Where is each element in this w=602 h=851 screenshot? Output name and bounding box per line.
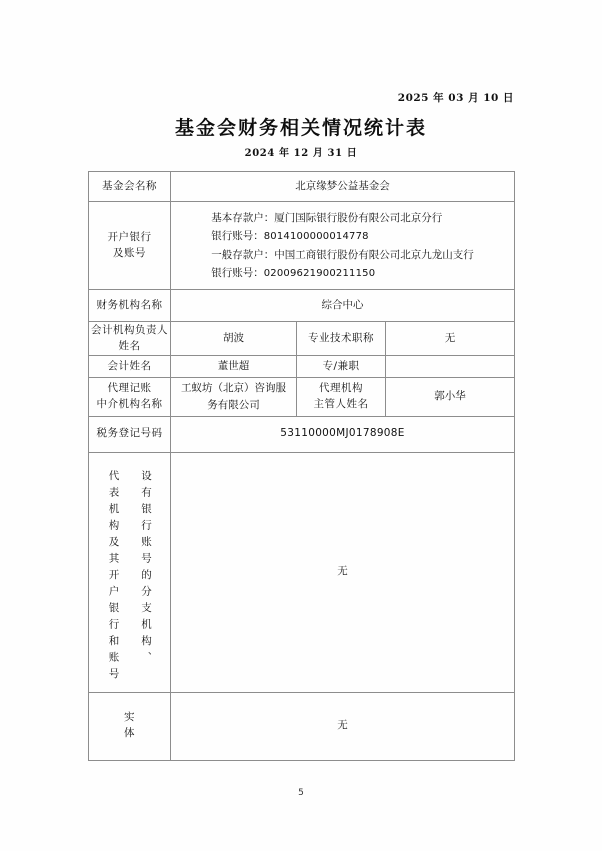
technical-title-label: 专业技术职称 [297, 322, 386, 356]
basic-account-number: 8014100000014778 [263, 231, 369, 242]
page-title: 基金会财务相关情况统计表 [174, 117, 427, 139]
bookkeeping-agency-label [89, 378, 171, 417]
table-row [89, 692, 515, 760]
accounting-head-label [89, 322, 171, 356]
agency-manager-label [297, 378, 386, 417]
basic-account-line [211, 209, 474, 227]
table-row [89, 202, 515, 290]
entity-label [89, 692, 171, 760]
header-date: 2025 年 03 月 10 日 [397, 92, 514, 104]
bookkeeping-agency-label-line2: 中介机构名称 [96, 397, 163, 410]
branch-institutions-label-col-right: 设有银行账号的分支机构、 [139, 469, 152, 668]
accounting-head-label-line1: 会计机构负责人 [91, 323, 168, 336]
agency-manager-label-line1: 代理机构 [319, 382, 363, 395]
general-account-number-line [211, 264, 474, 283]
page-number: 5 [298, 788, 304, 798]
accounting-head-value: 胡波 [171, 322, 297, 356]
finance-org-label: 财务机构名称 [89, 290, 171, 322]
general-account-number-prefix: 银行账号： [211, 266, 264, 279]
bank-account-label [89, 202, 171, 290]
basic-account-bank: 厦门国际银行股份有限公司北京分行 [274, 211, 443, 224]
basic-account-prefix: 基本存款户： [211, 211, 275, 224]
table-row [89, 356, 515, 378]
tax-registration-label: 税务登记号码 [89, 416, 171, 452]
general-account-prefix: 一般存款户： [211, 248, 275, 261]
table-row [89, 290, 515, 322]
table-row [89, 172, 515, 202]
accountant-name-label: 会计姓名 [89, 356, 171, 378]
employment-type-label: 专/兼职 [297, 356, 386, 378]
entity-label-line2: 体 [124, 727, 135, 740]
tax-registration-value: 53110000MJ0178908E [171, 416, 515, 452]
bank-detail-block [211, 205, 474, 287]
table-row [89, 322, 515, 356]
bookkeeping-agency-label-line1: 代理记账 [107, 382, 152, 395]
foundation-name-label: 基金会名称 [89, 172, 171, 202]
branch-institutions-label-vertical [89, 460, 170, 685]
basic-account-number-line [211, 227, 474, 246]
finance-org-value: 综合中心 [171, 290, 515, 322]
general-account-line [211, 246, 474, 264]
accounting-head-label-line2: 姓名 [118, 339, 141, 352]
employment-type-value [386, 356, 515, 378]
agency-manager-value: 郭小华 [386, 378, 515, 417]
branch-institutions-value: 无 [171, 452, 515, 692]
branch-institutions-label-col-left: 代表机构及其开户银行和账号 [107, 469, 120, 685]
foundation-name-value: 北京缘梦公益基金会 [171, 172, 515, 202]
agency-manager-label-line2: 主管人姓名 [313, 397, 369, 410]
basic-account-number-prefix: 银行账号： [211, 230, 264, 242]
bookkeeping-agency-value: 工蚁坊（北京）咨询服务有限公司 [171, 378, 297, 417]
technical-title-value: 无 [386, 322, 515, 356]
table-row [89, 452, 515, 692]
finance-info-table-wrap [88, 171, 514, 761]
entity-label-line1: 实 [124, 711, 135, 724]
accountant-name-value: 董世超 [171, 356, 297, 378]
table-row [89, 378, 515, 417]
table-row [89, 416, 515, 452]
bank-account-label-line1: 开户银行 [107, 230, 152, 243]
bank-account-value [171, 202, 515, 290]
branch-institutions-label [89, 452, 171, 692]
bank-account-label-line2: 及账号 [113, 246, 146, 259]
general-account-number: 02009621900211150 [263, 267, 376, 279]
entity-value: 无 [171, 692, 515, 760]
finance-info-table [88, 171, 515, 761]
report-period-date: 2024 年 12 月 31 日 [244, 148, 358, 159]
general-account-bank: 中国工商银行股份有限公司北京九龙山支行 [274, 248, 474, 261]
